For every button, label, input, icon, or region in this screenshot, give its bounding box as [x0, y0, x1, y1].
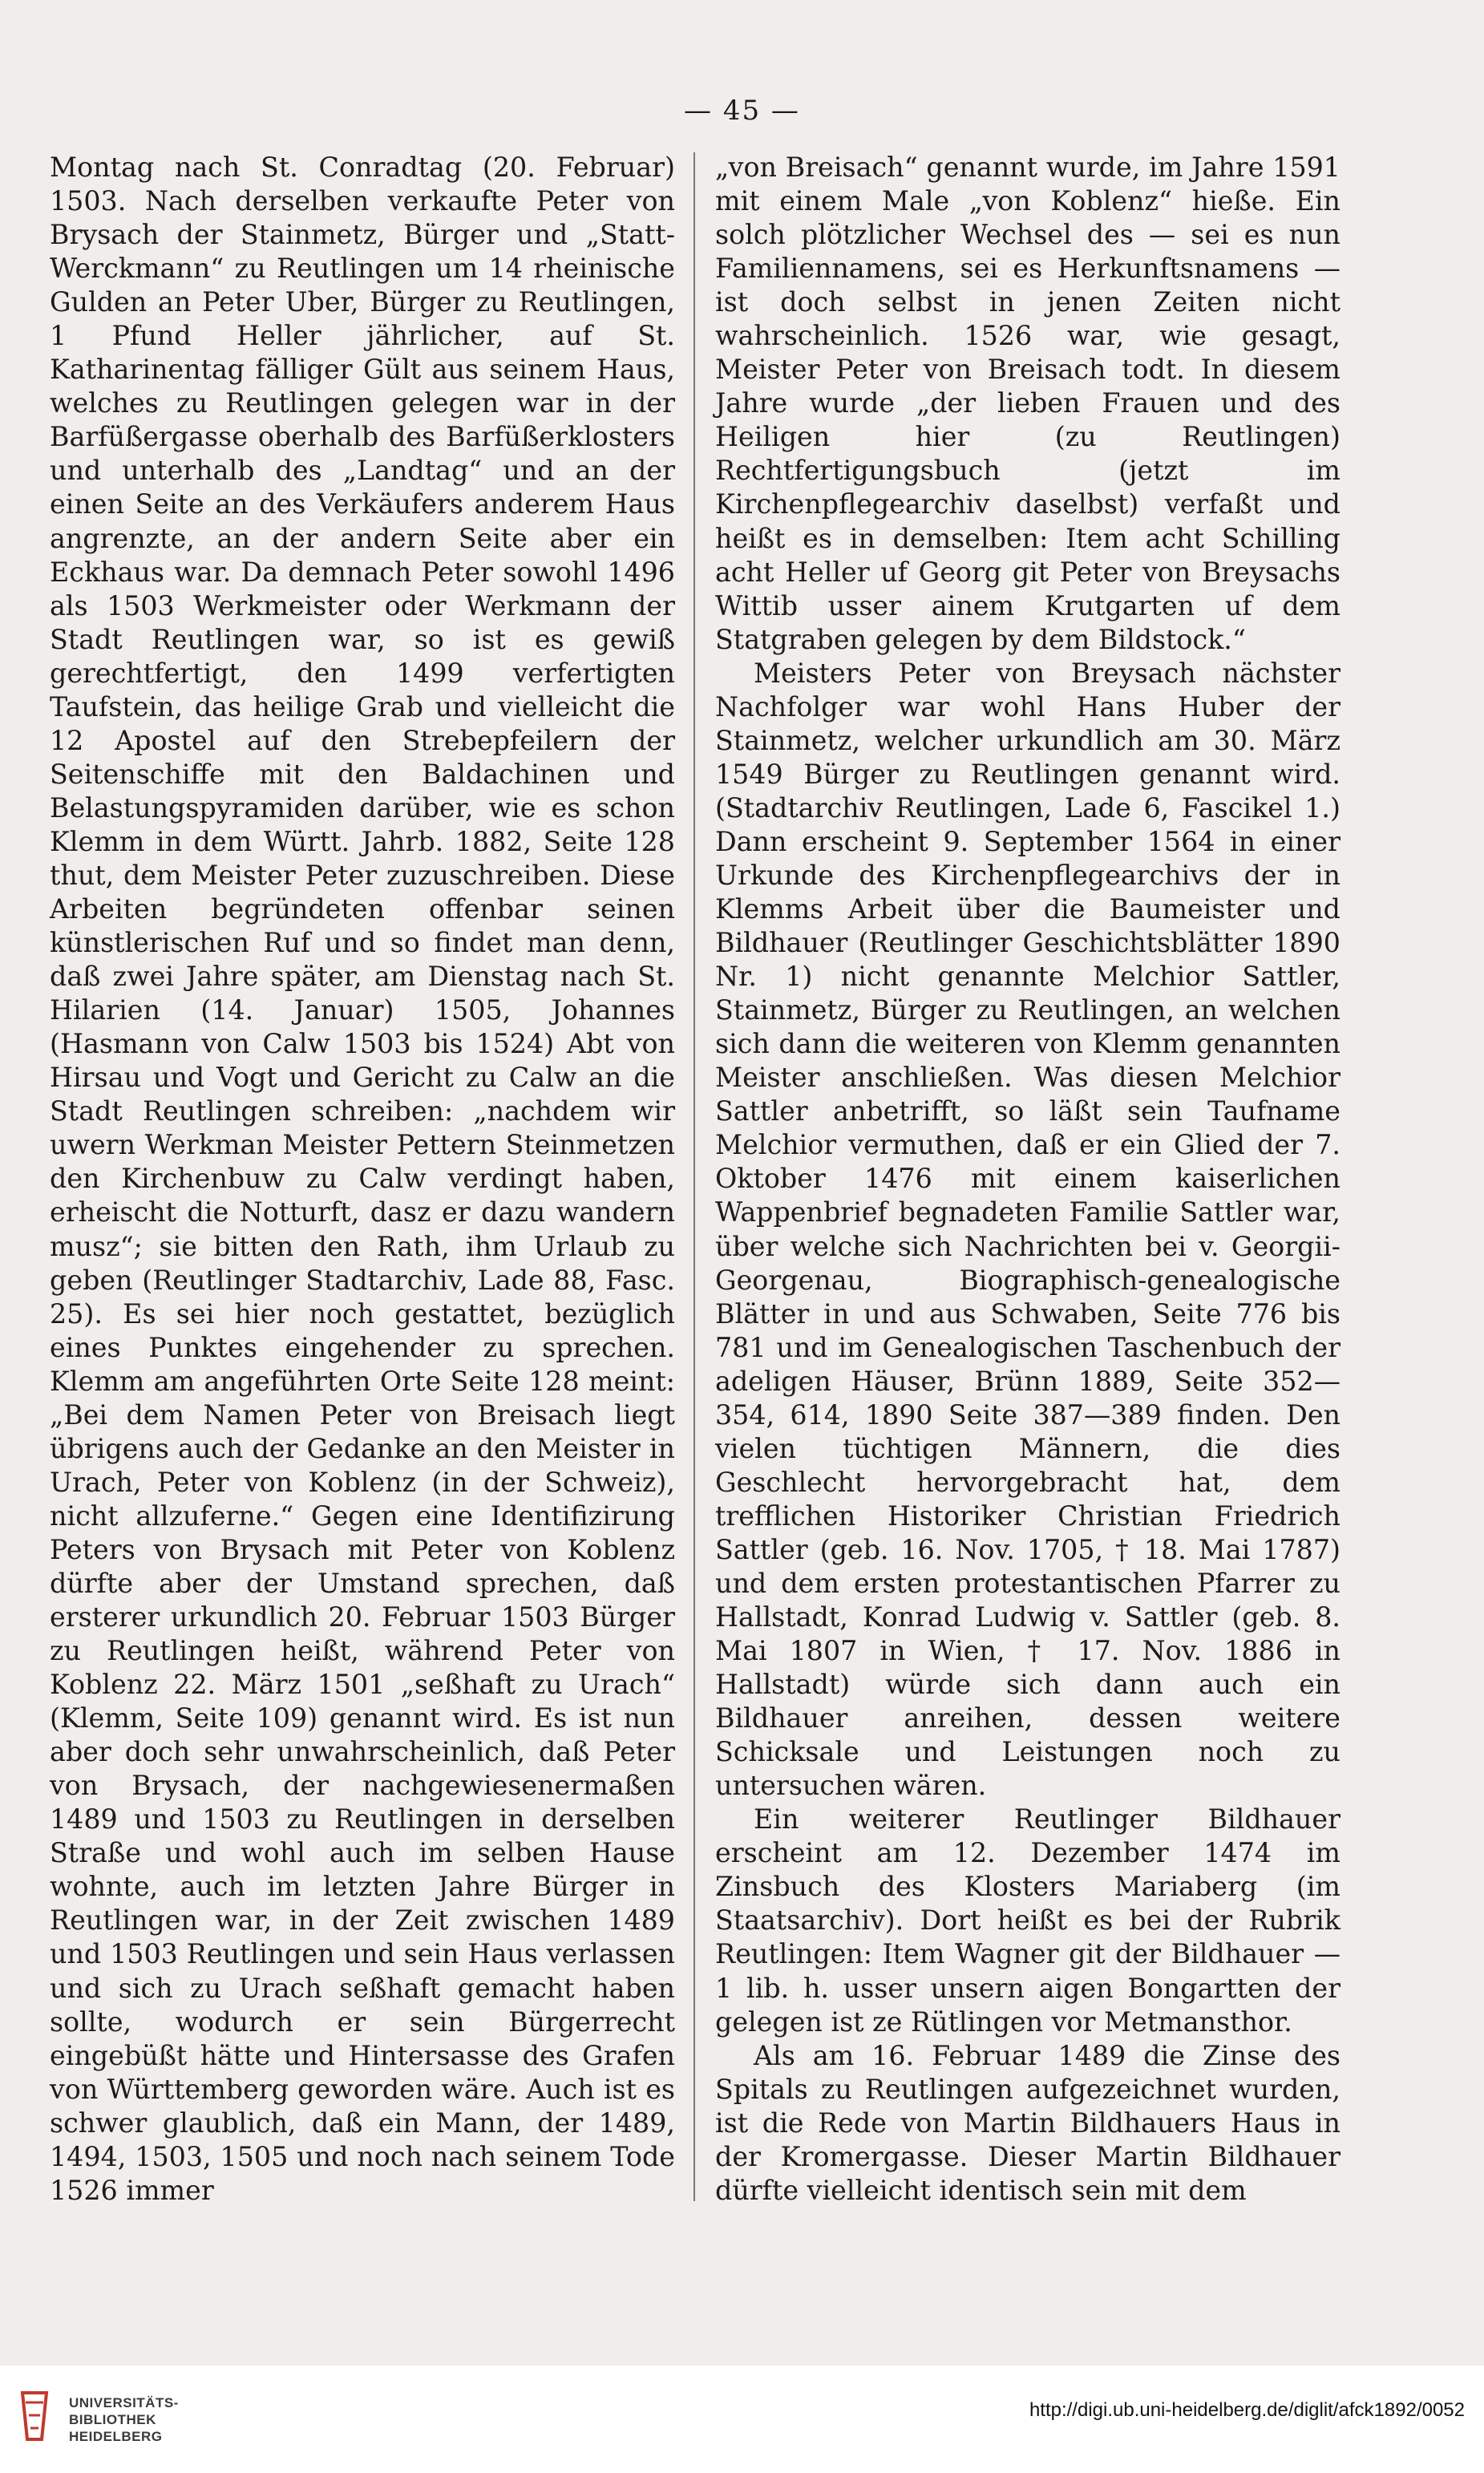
column-divider: [693, 152, 695, 2201]
left-text-column: [50, 151, 675, 2208]
source-url-link[interactable]: http://digi.ub.uni-heidelberg.de/diglit/afck1892/0052: [1029, 2399, 1465, 2421]
university-logo-icon: [14, 2388, 55, 2444]
page-number-header: — 45 —: [684, 95, 800, 127]
right-paragraph-2: Meisters Peter von Breysach nächster Nachfolger war wohl Hans Huber der Stainmetz, welcher urkundlich am 30. März 1549 Bürger zu Reutlingen genannt wird. (Stadtarchiv Reutlingen, Lade 6, Fascikel 1.) Dann erscheint 9. September 1564 in einer Urkunde des Kirchenpflegearchivs der in Klemms Arbeit über die Baumeister und Bildhauer (Reutlinger Geschichtsblätter 1890 Nr. 1) nicht genannte Melchior Sattler, Stainmetz, Bürger zu Reutlingen, an welchen sich dann die weiteren von Klemm genannten Meister anschließen. Was diesen Melchior Sattler anbetrifft, so läßt sein Taufname Melchior vermuthen, daß er ein Glied der 7. Oktober 1476 mit einem kaiserlichen Wappenbrief begnadeten Familie Sattler war, über welche sich Nachrichten bei v. Georgii-Georgenau, Biographisch-genealogische Blätter in und aus Schwaben, Seite 776 bis 781 und im Genealogischen Taschenbuch der adeligen Häuser, Brünn 1889, Seite 352—354, 614, 1890 Seite 387—389 finden. Den vielen tüchtigen Männern, die dies Geschlecht hervorgebracht hat, dem trefflichen Historiker Christian Friedrich Sattler (geb. 16. Nov. 1705, † 18. Mai 1787) und dem ersten protestantischen Pfarrer zu Hallstadt, Konrad Ludwig v. Sattler (geb. 8. Mai 1807 in Wien, † 17. Nov. 1886 in Hallstadt) würde sich dann auch ein Bildhauer anreihen, dessen weitere Schicksale und Leistungen noch zu untersuchen wären.: [715, 657, 1340, 1802]
left-column-paragraph: Montag nach St. Conradtag (20. Februar) 1503. Nach derselben verkaufte Peter von Brysach der Stainmetz, Bürger und „Statt-Werckmann“ zu Reutlingen um 14 rheinische Gulden an Peter Uber, Bürger zu Reutlingen, 1 Pfund Heller jährlicher, auf St. Katharinentag fälliger Gült aus seinem Haus, welches zu Reutlingen gelegen war in der Barfüßergasse oberhalb des Barfüßerklosters und unterhalb des „Landtag“ und an der einen Seite an des Verkäufers anderem Haus angrenzte, an der andern Seite aber ein Eckhaus war. Da demnach Peter sowohl 1496 als 1503 Werkmeister oder Werkmann der Stadt Reutlingen war, so ist es gewiß gerechtfertigt, den 1499 verfertigten Taufstein, das heilige Grab und vielleicht die 12 Apostel auf den Strebepfeilern der Seitenschiffe mit den Baldachinen und Belastungspyramiden darüber, wie es schon Klemm in dem Württ. Jahrb. 1882, Seite 128 thut, dem Meister Peter zuzuschreiben. Diese Arbeiten begründeten offenbar seinen künstlerischen Ruf und so findet man denn, daß zwei Jahre später, am Dienstag nach St. Hilarien (14. Januar) 1505, Johannes (Hasmann von Calw 1503 bis 1524) Abt von Hirsau und Vogt und Gericht zu Calw an die Stadt Reutlingen schreiben: „nachdem wir uwern Werkman Meister Pettern Steinmetzen den Kirchenbuw zu Calw verdingt haben, erheischt die Notturft, dasz er dazu wandern musz“; sie bitten den Rath, ihm Urlaub zu geben (Reutlinger Stadtarchiv, Lade 88, Fasc. 25). Es sei hier noch gestattet, bezüglich eines Punktes eingehender zu sprechen. Klemm am angeführten Orte Seite 128 meint: „Bei dem Namen Peter von Breisach liegt übrigens auch der Gedanke an den Meister in Urach, Peter von Koblenz (in der Schweiz), nicht allzuferne.“ Gegen eine Identifizirung Peters von Brysach mit Peter von Koblenz dürfte aber der Umstand sprechen, daß ersterer urkundlich 20. Februar 1503 Bürger zu Reutlingen heißt, während Peter von Koblenz 22. März 1501 „seßhaft zu Urach“ (Klemm, Seite 109) genannt wird. Es ist nun aber doch sehr unwahrscheinlich, daß Peter von Brysach, der nachgewiesenermaßen 1489 und 1503 zu Reutlingen in derselben Straße und wohl auch im selben Hause wohnte, auch im letzten Jahre Bürger in Reutlingen war, in der Zeit zwischen 1489 und 1503 Reutlingen und sein Haus verlassen und sich zu Urach seßhaft gemacht haben sollte, wodurch er sein Bürgerrecht eingebüßt hätte und Hintersasse des Grafen von Württemberg geworden wäre. Auch ist es schwer glaublich, daß ein Mann, der 1489, 1494, 1503, 1505 und noch nach seinem Tode 1526 immer: [50, 152, 675, 2206]
library-name-line-2: BIBLIOTHEK: [69, 2412, 156, 2427]
library-name-line-1: UNIVERSITÄTS-: [69, 2395, 179, 2410]
library-name: [69, 2394, 179, 2445]
right-paragraph-1: „von Breisach“ genannt wurde, im Jahre 1591 mit einem Male „von Koblenz“ hieße. Ein solch plötzlicher Wechsel des — sei es nun Familiennamens, sei es Herkunftsnamens — ist doch selbst in jenen Zeiten nicht wahrscheinlich. 1526 war, wie gesagt, Meister Peter von Breisach todt. In diesem Jahre wurde „der lieben Frauen und des Heiligen hier (zu Reutlingen) Rechtfertigungsbuch (jetzt im Kirchenpflegearchiv daselbst) verfaßt und heißt es in demselben: Item acht Schilling acht Heller uf Georg git Peter von Breysachs Wittib usser ainem Krutgarten uf dem Statgraben gelegen by dem Bildstock.“: [715, 152, 1340, 655]
right-paragraph-3: Ein weiterer Reutlinger Bildhauer erscheint am 12. Dezember 1474 im Zinsbuch des Klosters Mariaberg (im Staatsarchiv). Dort heißt es bei der Rubrik Reutlingen: Item Wagner git der Bildhauer — 1 lib. h. usser unsern aigen Bongartten der gelegen ist ze Rütlingen vor Metmansthor.: [715, 1803, 1340, 2038]
right-text-column: [715, 151, 1340, 2208]
library-name-line-3: HEIDELBERG: [69, 2429, 163, 2444]
right-paragraph-4: Als am 16. Februar 1489 die Zinse des Spitals zu Reutlingen aufgezeichnet wurden, ist die Rede von Martin Bildhauers Haus in der Kromergasse. Dieser Martin Bildhauer dürfte vielleicht identisch sein mit dem: [715, 2039, 1340, 2206]
